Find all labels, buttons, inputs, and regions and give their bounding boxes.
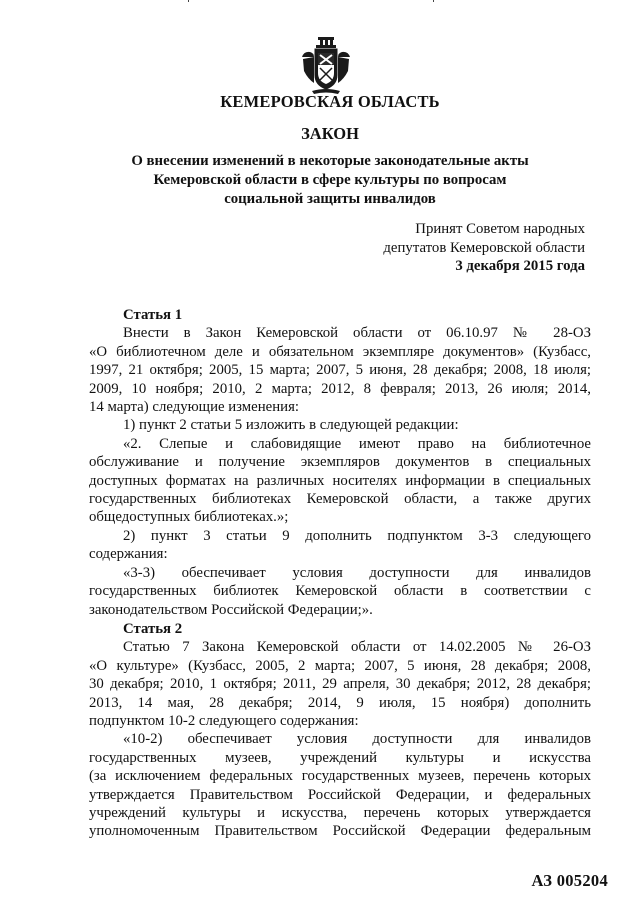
text-line: общедоступных библиотеках.»; — [89, 509, 289, 526]
text-line: уполномоченным Правительством Российской Федерации федеральным — [89, 823, 591, 840]
adoption-line: депутатов Кемеровской области — [383, 239, 585, 256]
adoption-block — [383, 220, 585, 276]
document-serial-number: АЗ 005204 — [531, 871, 608, 890]
text-line: 30 декабря; 2010, 1 октября; 2011, 29 апреля, 30 декабря; 2012, 28 декабря; — [89, 676, 591, 693]
region-name: КЕМЕРОВСКАЯ ОБЛАСТЬ — [220, 92, 440, 111]
text-line: 2) пункт 3 статьи 9 дополнить подпунктом 3-3 следующего — [123, 527, 591, 544]
text-line: 1997, 21 октября; 2005, 15 марта; 2007, 5 июня, 28 декабря; 2008, 18 июля; — [89, 362, 591, 379]
text-line: доступных форматах на различных носителях информации в специальных — [89, 472, 591, 489]
law-title-line: О внесении изменений в некоторые законодательные акты — [131, 153, 529, 169]
adoption-date: 3 декабря 2015 года — [455, 258, 585, 274]
text-line: «3-3) обеспечивает условия доступности для инвалидов — [123, 564, 591, 581]
article-1 — [89, 306, 591, 619]
law-title-line: Кемеровской области в сфере культуры по вопросам — [153, 172, 507, 188]
text-line: 2013, 14 мая, 28 декабря; 2014, 9 июля, 15 ноября) дополнить — [89, 694, 591, 711]
document-type: ЗАКОН — [301, 124, 359, 143]
text-line: учреждений культуры и искусства, перечень которых утверждается — [89, 805, 591, 822]
text-line: Внести в Закон Кемеровской области от 06.10.97 № 28-ОЗ — [123, 325, 591, 342]
text-line: подпунктом 10-2 следующего содержания: — [89, 713, 359, 730]
text-line: содержания: — [89, 546, 168, 563]
coat-of-arms-icon — [300, 35, 352, 95]
text-line: «10-2) обеспечивает условия доступности для инвалидов — [123, 731, 591, 748]
text-line: утверждается Правительством Российской Федерации, и федеральных — [89, 786, 591, 803]
article-heading: Статья 1 — [123, 307, 183, 323]
top-mark-right — [433, 0, 434, 2]
text-line: «О культуре» (Кузбасс, 2005, 2 марта; 2007, 5 июня, 28 декабря; 2008, — [89, 657, 591, 674]
text-line: государственных библиотеках Кемеровской области, а также других — [89, 491, 591, 508]
text-line: законодательством Российской Федерации;». — [89, 601, 373, 618]
text-line: государственных библиотек Кемеровской области в соответствии с — [89, 583, 591, 600]
article-2 — [89, 620, 591, 841]
law-title-line: социальной защиты инвалидов — [224, 191, 436, 207]
top-edge-marks — [188, 0, 434, 2]
text-line: Статью 7 Закона Кемеровской области от 14.02.2005 № 26-ОЗ — [123, 639, 591, 656]
text-line: «О библиотечном деле и обязательном экземпляре документов» (Кузбасс, — [89, 343, 591, 360]
text-line: (за исключением федеральных государственных музеев, перечень которых — [89, 768, 591, 785]
text-line: государственных музеев, учреждений культуры и искусства — [89, 749, 591, 766]
law-title — [60, 152, 600, 209]
text-line: обслуживание и получение экземпляров документов в специальных — [89, 454, 591, 471]
text-line: 1) пункт 2 статьи 5 изложить в следующей редакции: — [123, 417, 459, 434]
text-line: 2009, 10 ноября; 2010, 2 марта; 2012, 8 февраля; 2013, 26 июля; 2014, — [89, 380, 591, 397]
adoption-line: Принят Советом народных — [415, 221, 585, 237]
text-line: 14 марта) следующие изменения: — [89, 399, 299, 416]
text-line: «2. Слепые и слабовидящие имеют право на библиотечное — [123, 435, 591, 452]
article-heading: Статья 2 — [123, 621, 183, 637]
top-mark-left — [188, 0, 189, 2]
